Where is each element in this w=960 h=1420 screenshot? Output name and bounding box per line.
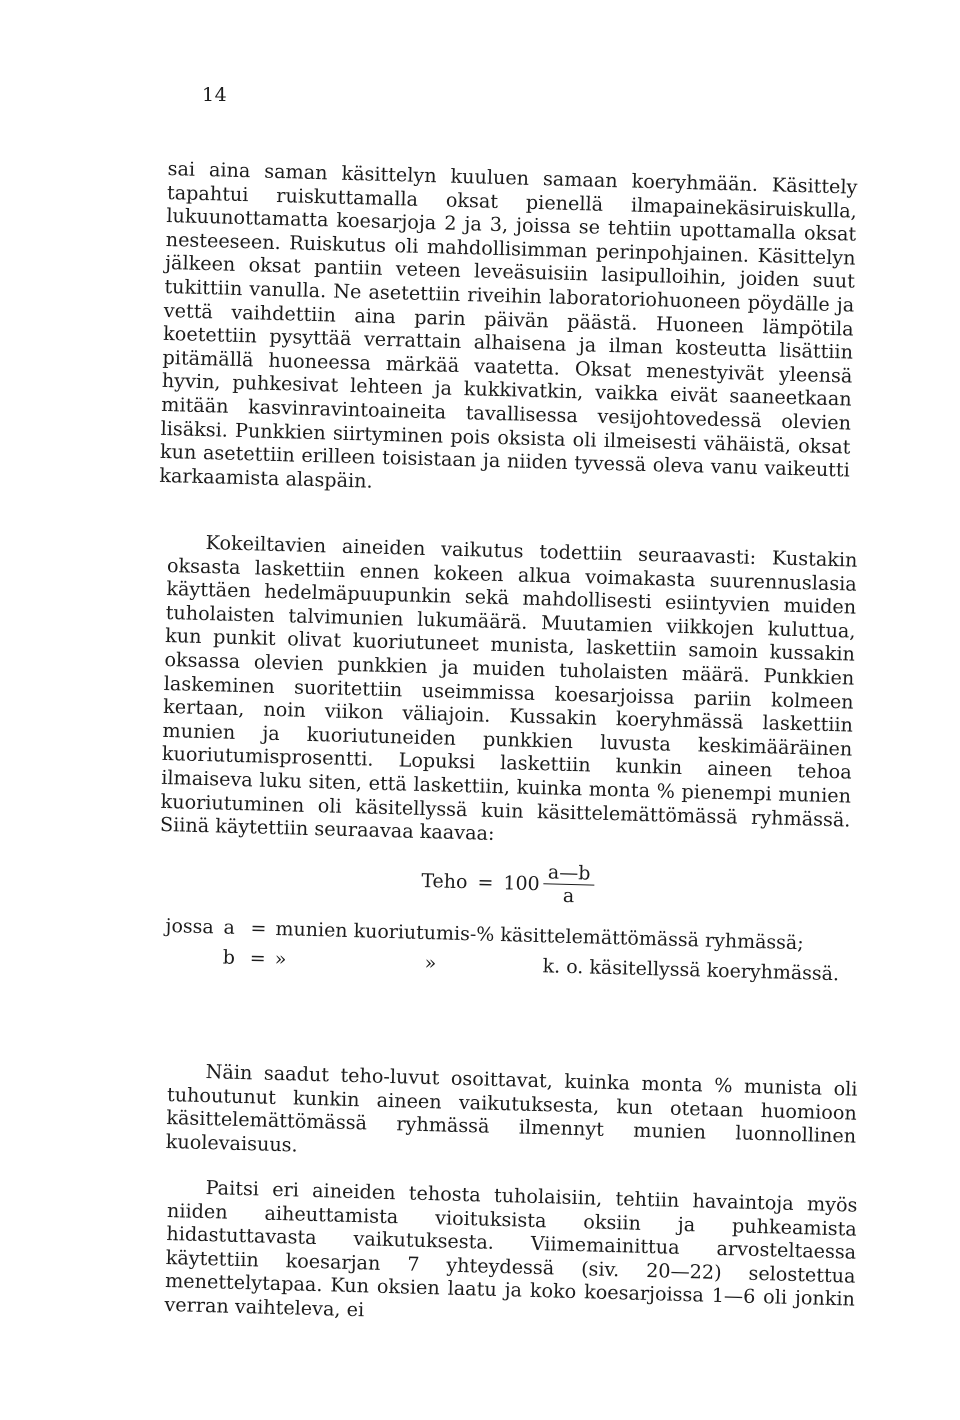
formula-lhs: Teho: [421, 869, 468, 893]
formula-factor: 100: [503, 871, 540, 895]
legend-b-symbol: b: [222, 946, 236, 969]
legend-b-text: k. o. käsitellyssä koeryhmässä.: [542, 955, 840, 986]
paragraph-treatment-method: sai aina saman käsittelyn kuuluen samaan koeryhmään. Käsittely tapahtui ruiskuttamalla oksat pienellä ilmapainekäsiruiskulla, lukuunottamatta koesarjoja 2 ja 3, joissa se tehtiin upottamalla oksat nesteeseen. Ruiskutus oli mahdollisimman perinpohjainen. Käsittelyn jälkeen oksat pantiin veteen leveäsuisiin lasipulloihin, joiden suut tukittiin vanulla. Ne asetettiin riveihin laboratoriohuoneen pöydälle ja vettä vaihdettiin aina parin päivän päästä. Huoneen lämpötila koetettiin pysyttää verrattain alhaisena ja ilman kosteutta lisättiin pitämällä huoneessa märkää vaatetta. Oksat menestyivät yleensä hyvin, puhkesivat lehteen ja kukkivatkin, vaikka eivät saaneetkaan mitään kasvinravintoaineita tavallisessa vesijohtovedessä olevien lisäksi. Punkkien siirtyminen pois oksista oli ilmeisesti vähäistä, oksat kun asetettiin erilleen toisistaan ja niiden tyvessä oleva vanu vaikeutti karkaamista alaspäin.: [159, 157, 858, 493]
legend-b-equals: =: [249, 947, 266, 970]
legend-a-equals: =: [250, 917, 267, 940]
legend-ditto-mark-2: »: [424, 952, 437, 975]
efficacy-formula: [421, 858, 595, 908]
legend-a-text: munien kuoriutumis-% käsittelemättömässä ryhmässä;: [275, 917, 804, 955]
page-number: 14: [202, 84, 228, 106]
formula-equals: =: [477, 871, 494, 894]
formula-fraction: [543, 861, 595, 907]
legend-lead: jossa: [165, 914, 215, 939]
paragraph-interpretation: Näin saadut teho-luvut osoittavat, kuinka monta % munista oli tuhoutunut kunkin aineen vaikutuksesta, kun otetaan huomioon käsittelemättömässä ryhmässä ilmennyt munien luonnollinen kuolevaisuus.: [165, 1060, 858, 1157]
legend-a-symbol: a: [223, 916, 236, 939]
formula-legend: [164, 911, 865, 990]
legend-ditto-mark: »: [274, 947, 287, 971]
paragraph-side-effects: Paitsi eri aineiden tehosta tuholaisiin, tehtiin havaintoja myös niiden aiheuttamista vioituksista oksiin ja puhkeamista hidastuttavasta vaikutuksesta. Viimemainittua arvosteltaessa käytettiin koesarjan 7 yhteydessä (siv. 20—22) selostettua menettelytapaa. Kun oksien laatu ja koko koesarjoissa 1—6 oli jonkin verran vaihteleva, ei: [164, 1176, 858, 1322]
formula-denominator: a: [562, 884, 575, 908]
paragraph-counting-method: Kokeiltavien aineiden vaikutus todettiin seuraavasti: Kustakin oksasta laskettiin ennen kokeen alkua voimakasta suurennuslasia käyttäen hedelmäpuupunkin sekä mahdollisesti esiintyvien muiden tuholaisten talvimunien lukumäärä. Muutamien viikkojen kuluttua, kun punkit olivat kuoriutuneet munista, laskettiin samoin kussakin oksassa olevien punkkien ja muiden tuholaisten määrä. Punkkien laskeminen suoritettiin useimmissa koesarjoissa pariin kolmeen kertaan, noin viikon väliajoin. Kussakin koeryhmässä laskettiin munien ja kuoriutuneiden punkkien luvusta keskimääräinen kuoriutumisprosentti. Lopuksi laskettiin kunkin aineen tehoa ilmaiseva luku siten, että laskettiin, kuinka monta % pienempi munien kuoriutuminen oli käsitellyssä kuin käsittelemättömässä ryhmässä. Siinä käytettiin seuraavaa kaavaa:: [159, 531, 858, 846]
formula-numerator: a—b: [544, 861, 595, 885]
